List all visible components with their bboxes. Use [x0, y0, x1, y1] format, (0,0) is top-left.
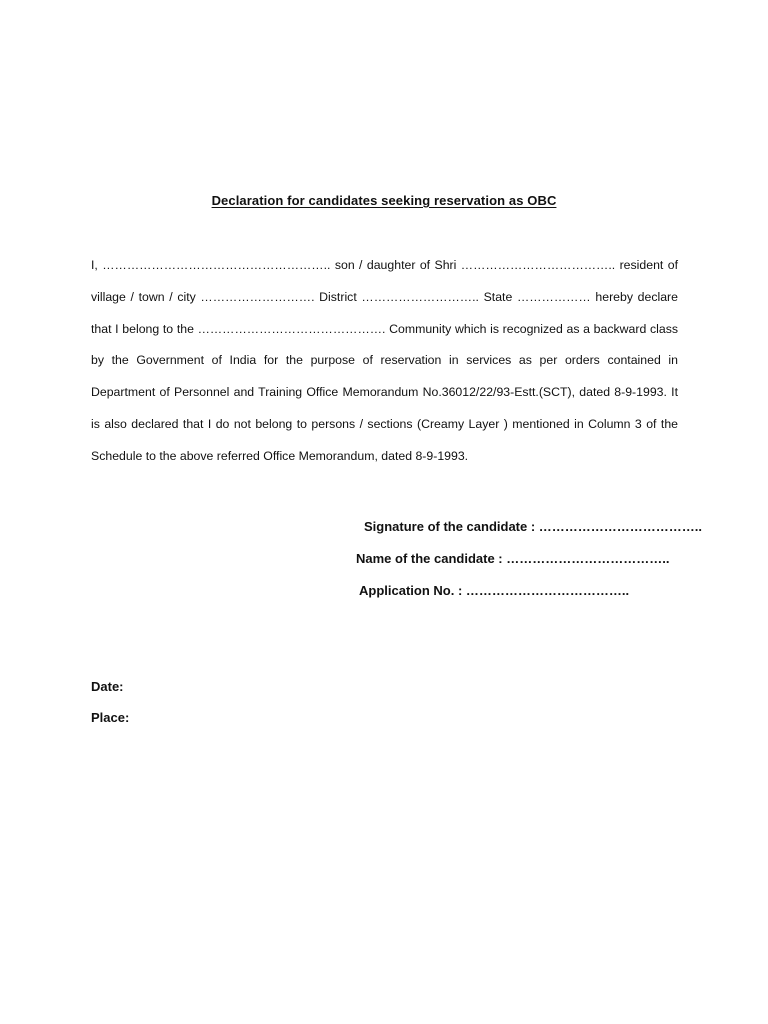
document-title: Declaration for candidates seeking reservation as OBC [211, 193, 557, 208]
application-number-line: Application No. : ……………………………….. [359, 583, 630, 598]
candidate-name-line: Name of the candidate : ……………………………….. [356, 551, 670, 566]
signature-line: Signature of the candidate : ……………………………….. [364, 519, 703, 534]
place-label: Place: [91, 710, 130, 725]
declaration-paragraph: I, ……………………………………………….. son / daughter of Shri ……………………………….. resident of village / town / city ………………………. District ……………………….. State ……………… hereby declare that I belong to the ………………………………………. Community which is recognized as a backward class by the Government of India for the purpose of reservation in services as per orders contained in Department of Personnel and Training Office Memorandum No.36012/22/93-Estt.(SCT), dated 8-9-1993. It is also declared that I do not belong to persons / sections (Creamy Layer ) mentioned in Column 3 of the Schedule to the above referred Office Memorandum, dated 8-9-1993. [91, 258, 678, 463]
date-label: Date: [91, 679, 124, 694]
